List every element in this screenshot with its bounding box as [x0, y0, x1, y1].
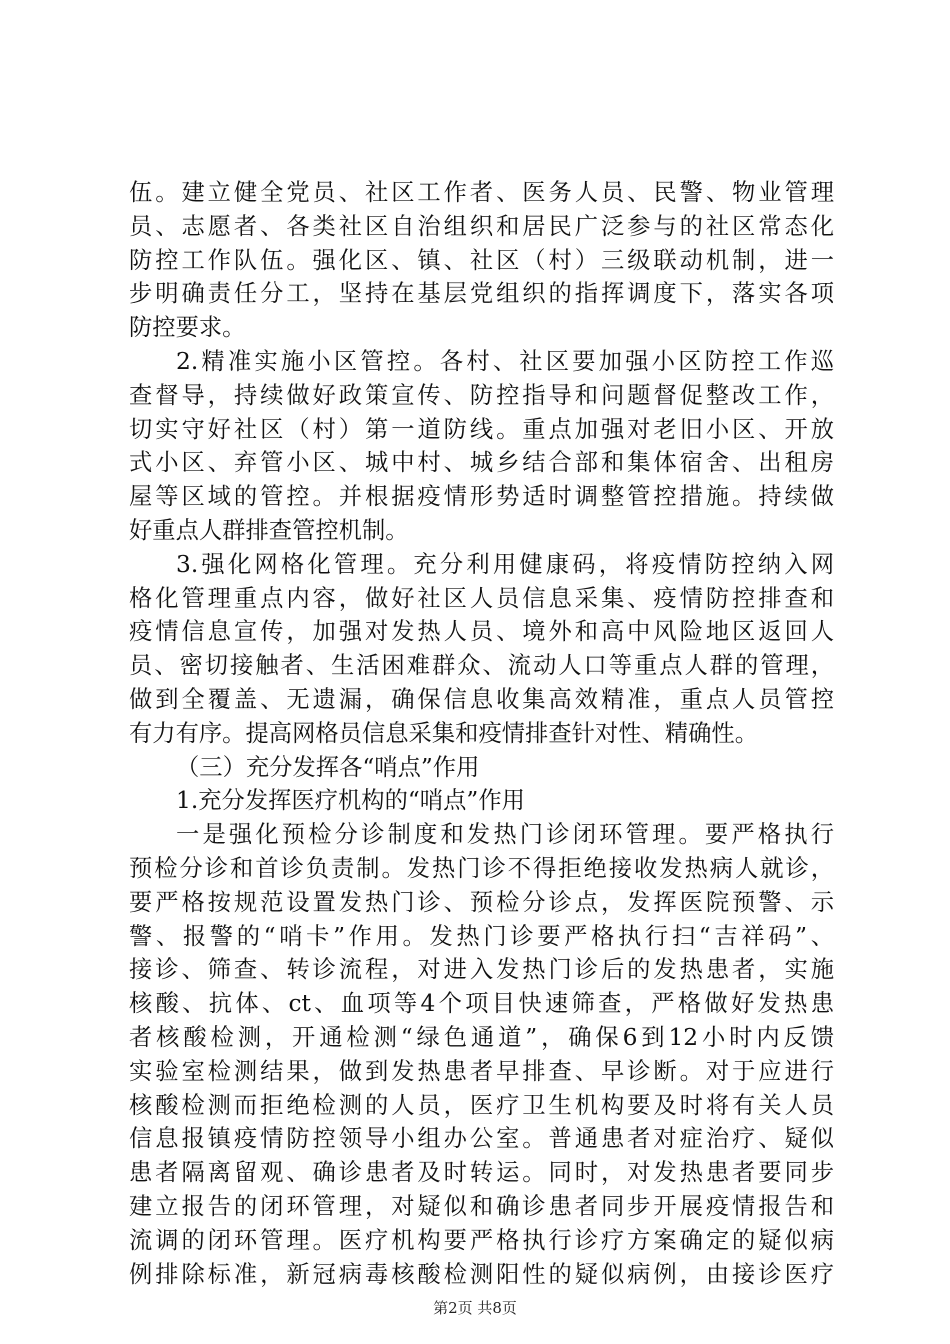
text-line: 警、报警的“哨卡”作用。发热门诊要严格执行扫“吉祥码”、	[129, 922, 834, 950]
text-line: 有力有序。提高网格员信息采集和疫情排查针对性、精确性。	[129, 719, 759, 747]
text-line: 防控工作队伍。强化区、镇、社区（村）三级联动机制，进一	[129, 246, 834, 274]
text-line: 步明确责任分工，坚持在基层党组织的指挥调度下，落实各项	[129, 280, 834, 308]
text-line: 查督导，持续做好政策宣传、防控指导和问题督促整改工作，	[129, 381, 834, 409]
text-line: （三）充分发挥各“哨点”作用	[176, 753, 480, 781]
text-line: 建立报告的闭环管理，对疑似和确诊患者同步开展疫情报告和	[129, 1192, 834, 1220]
text-line: 要严格按规范设置发热门诊、预检分诊点，发挥医院预警、示	[129, 888, 834, 916]
text-line: 者核酸检测，开通检测“绿色通道”，确保6到12小时内反馈	[129, 1023, 834, 1051]
page-number: 第2页 共8页	[433, 1299, 517, 1317]
text-line: 预检分诊和首诊负责制。发热门诊不得拒绝接收发热病人就诊，	[129, 854, 834, 882]
document-body	[129, 176, 834, 1291]
text-line: 防控要求。	[129, 314, 246, 342]
text-line: 伍。建立健全党员、社区工作者、医务人员、民警、物业管理	[129, 179, 834, 206]
text-line: 疫情信息宣传，加强对发热人员、境外和高中风险地区返回人	[129, 618, 834, 646]
text-line: 2.精准实施小区管控。各村、社区要加强小区防控工作巡	[176, 347, 834, 375]
text-line: 1.充分发挥医疗机构的“哨点”作用	[176, 787, 525, 815]
text-line: 核酸、抗体、ct、血项等4个项目快速筛查，严格做好发热患	[129, 990, 834, 1018]
text-line: 信息报镇疫情防控领导小组办公室。普通患者对症治疗、疑似	[129, 1125, 834, 1153]
text-line: 好重点人群排查管控机制。	[129, 516, 409, 544]
text-line: 员、密切接触者、生活困难群众、流动人口等重点人群的管理，	[129, 652, 834, 680]
text-line: 员、志愿者、各类社区自治组织和居民广泛参与的社区常态化	[129, 212, 834, 240]
text-line: 做到全覆盖、无遗漏，确保信息收集高效精准，重点人员管控	[129, 685, 834, 713]
text-line: 核酸检测而拒绝检测的人员，医疗卫生机构要及时将有关人员	[129, 1091, 834, 1119]
text-line: 切实守好社区（村）第一道防线。重点加强对老旧小区、开放	[129, 415, 834, 443]
text-line: 例排除标准，新冠病毒核酸检测阳性的疑似病例，由接诊医疗	[129, 1260, 834, 1288]
page-footer	[0, 1298, 950, 1318]
text-line: 患者隔离留观、确诊患者及时转运。同时，对发热患者要同步	[129, 1159, 834, 1187]
text-line: 式小区、弃管小区、城中村、城乡结合部和集体宿舍、出租房	[129, 449, 834, 477]
text-line: 流调的闭环管理。医疗机构要严格执行诊疗方案确定的疑似病	[129, 1226, 834, 1254]
text-line: 一是强化预检分诊制度和发热门诊闭环管理。要严格执行	[176, 821, 834, 849]
text-line: 3.强化网格化管理。充分利用健康码，将疫情防控纳入网	[176, 550, 834, 578]
text-line: 接诊、筛查、转诊流程，对进入发热门诊后的发热患者，实施	[129, 956, 834, 984]
text-line: 屋等区域的管控。并根据疫情形势适时调整管控措施。持续做	[129, 483, 834, 511]
text-line: 格化管理重点内容，做好社区人员信息采集、疫情防控排查和	[129, 584, 834, 612]
text-line: 实验室检测结果，做到发热患者早排查、早诊断。对于应进行	[129, 1057, 834, 1085]
